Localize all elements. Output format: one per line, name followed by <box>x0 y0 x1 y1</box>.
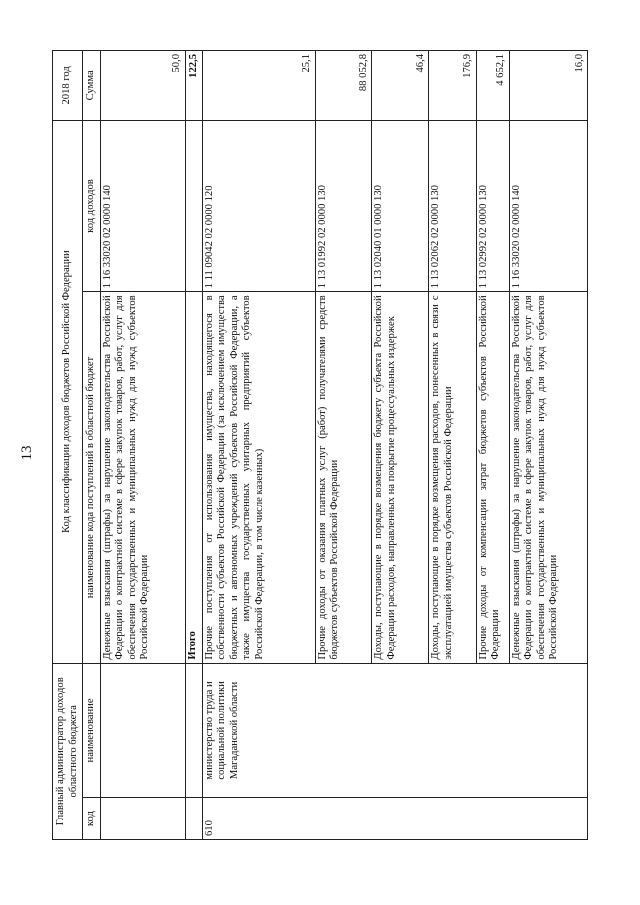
table-row <box>202 51 315 840</box>
income-name: Денежные взыскания (штрафы) за нарушение законодательства Российской Федерации о контрактной системе в сфере закупок товаров, работ, услуг для обеспечения государственных и муниципальных нужд для нужд субъектов Российской Федерации <box>100 292 185 663</box>
income-name: Прочие доходы от оказания платных услуг (работ) получателями средств бюджетов субъектов Российской Федерации <box>315 292 372 663</box>
header-col-sum: Сумма <box>83 51 100 121</box>
income-name: Доходы, поступающие в порядке возмещения бюджету субъекта Российской Федерации расходов, направленных на покрытие процессуальных издержек <box>372 292 429 663</box>
income-sum: 16,0 <box>509 51 587 121</box>
income-sum: 46,4 <box>372 51 429 121</box>
income-name: Денежные взыскания (штрафы) за нарушение законодательства Российской Федерации о контрактной системе в сфере закупок товаров, работ, услуг для обеспечения государственных и муниципальных нужд для нужд субъектов Российской Федерации <box>509 292 587 663</box>
income-name: Доходы, поступающие в порядке возмещения расходов, понесенных в связи с эксплуатацией имущества субъектов Российской Федерации <box>429 292 477 663</box>
header-admin-group: Главный администратор доходов областного бюджета <box>53 663 83 839</box>
admin-name-cell <box>100 663 185 798</box>
income-code: 1 13 02992 02 0000 130 <box>476 120 509 292</box>
header-classif-group: Код классификации доходов бюджетов Российской Федерации <box>53 120 83 663</box>
header-col-income-code: код доходов <box>83 120 100 292</box>
income-code: 1 16 33020 02 0000 140 <box>509 120 587 292</box>
page-number: 13 <box>19 445 35 461</box>
table-row <box>100 51 185 840</box>
revenue-table <box>52 50 588 840</box>
admin-name: министерство труда и социальной политики Магаданской области <box>202 663 587 798</box>
header-year: 2018 год <box>53 51 83 121</box>
income-code: 1 13 02062 02 0000 130 <box>429 120 477 292</box>
rotated-table-wrapper <box>52 50 588 840</box>
income-code: 1 13 02040 01 0000 130 <box>372 120 429 292</box>
header-col-name: наименование <box>83 663 100 798</box>
admin-name-cell <box>185 663 202 798</box>
total-row <box>185 51 202 840</box>
header-col-income-name: наименование кода поступлений в областной бюджет <box>83 292 100 663</box>
income-sum: 176,9 <box>429 51 477 121</box>
income-sum: 50,0 <box>100 51 185 121</box>
total-code-cell <box>185 120 202 292</box>
income-name: Прочие доходы от компенсации затрат бюджетов субъектов Российской Федерации <box>476 292 509 663</box>
income-sum: 25,1 <box>202 51 315 121</box>
admin-code: 610 <box>202 798 587 840</box>
total-label: Итого <box>185 292 202 663</box>
header-col-code: код <box>83 798 100 840</box>
total-sum: 122,5 <box>185 51 202 121</box>
income-sum: 4 652,1 <box>476 51 509 121</box>
admin-code-cell <box>100 798 185 840</box>
income-name: Прочие поступления от использования имущества, находящегося в собственности субъектов Российской Федерации (за исключением имущества бюджетных и автономных учреждений субъектов Российской Федерации, а также имущества государственных унитарных предприятий субъектов Российской Федерации, в том числе казенных) <box>202 292 315 663</box>
income-code: 1 13 01992 02 0000 130 <box>315 120 372 292</box>
income-code: 1 16 33020 02 0000 140 <box>100 120 185 292</box>
income-code: 1 11 09042 02 0000 120 <box>202 120 315 292</box>
admin-code-cell <box>185 798 202 840</box>
income-sum: 88 052,8 <box>315 51 372 121</box>
